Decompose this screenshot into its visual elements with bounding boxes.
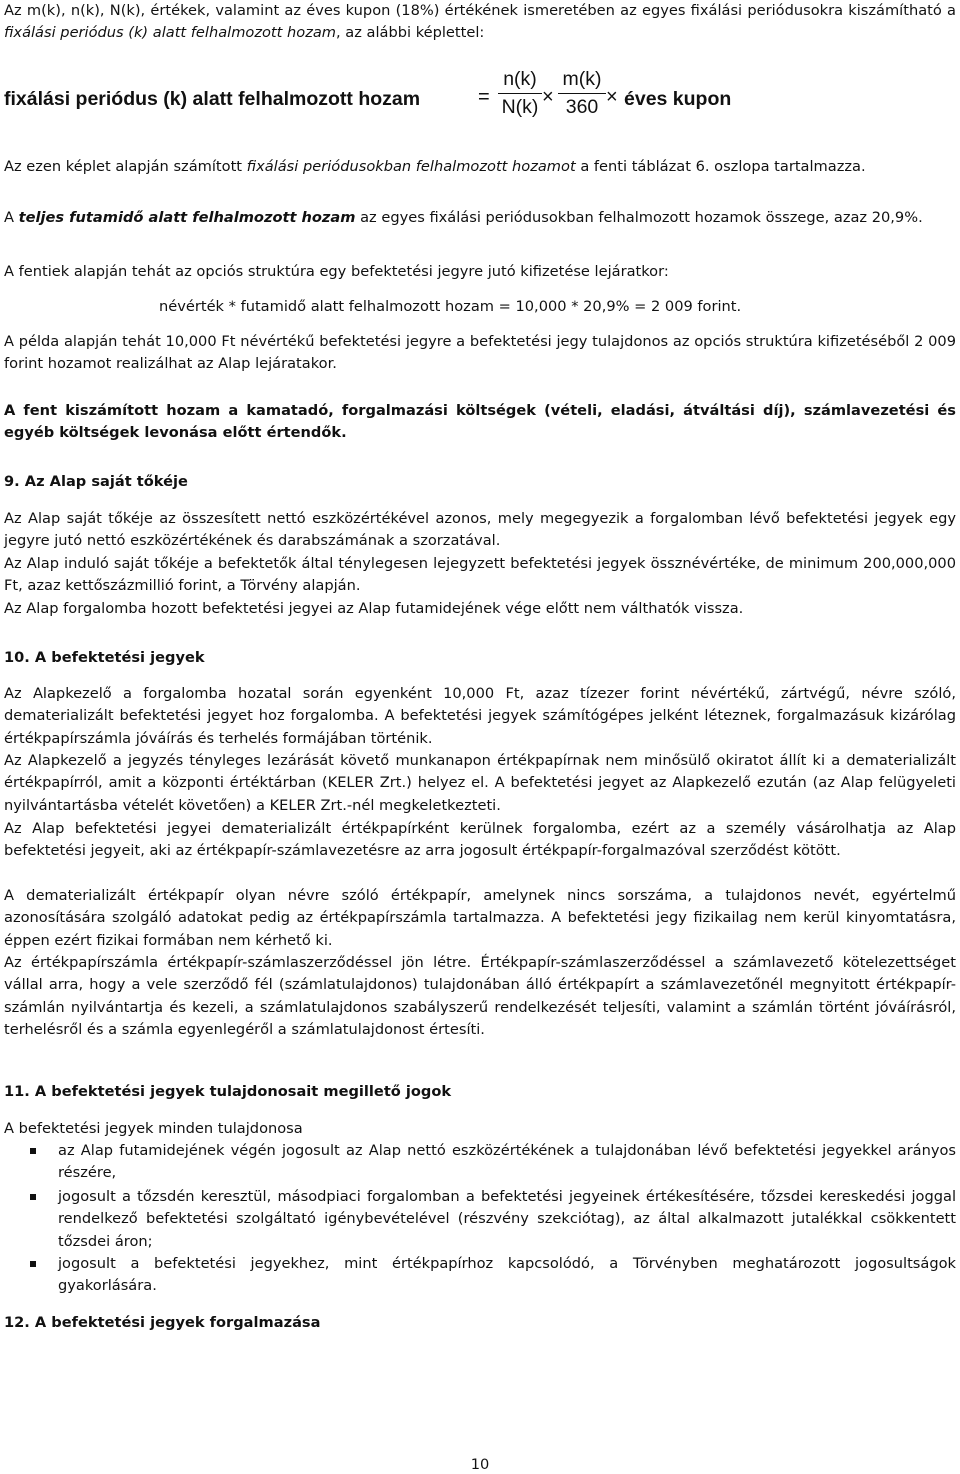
intro-paragraph	[4, 0, 956, 45]
section-10-paragraph-5: Az értékpapírszámla értékpapír-számlaszerződéssel jön létre. Értékpapír-számlaszerződéssel a számlavezető kötelezettséget vállal arra, hogy a vele szerződő fél (számlatulajdonos) tulajdonában álló értékpapírt a számlavezetőnél megnyitott értékpapír-számlán nyilvántartja és kezeli, a számlatulajdonos szabályszerű rendelkezését teljesíti, valamint a számlán történt jóváírásról, terhelésről és a számla egyenlegéről a számlatulajdonost értesíti.	[4, 954, 956, 1039]
section-10-paragraph-4: A dematerializált értékpapír olyan névre szóló értékpapír, amelynek nincs sorszáma, a tulajdonos nevét, egyértelmű azonosítására szolgáló adatokat pedig az értékpapírszámla tartalmazza. A befektetési jegy fizikailag nem kerül kinyomtatásra, éppen ezért fizikai formában nem kérhető ki.	[4, 887, 956, 949]
formula-denominator-360: 360	[565, 96, 599, 118]
total-yield-paragraph	[4, 207, 956, 229]
formula-fraction-m-over-360	[558, 66, 606, 121]
list-item	[4, 1253, 956, 1298]
section-9-paragraph-2: Az Alap induló saját tőkéje a befektetők által ténylegesen lejegyzett befektetési jegyek össznévértéke, de minimum 200,000,000 Ft, azaz kettőszázmillió forint, a Törvény alapján.	[4, 555, 956, 595]
payout-intro: A fentiek alapján tehát az opciós struktúra egy befektetési jegyre jutó kifizetése lejáratkor:	[4, 263, 669, 280]
after-formula-suffix: a fenti táblázat 6. oszlopa tartalmazza.	[575, 158, 866, 175]
intro-suffix-text: , az alábbi képlettel:	[336, 24, 485, 42]
formula-equals: =	[478, 86, 490, 108]
section-10-paragraph-1: Az Alapkezelő a forgalomba hozatal során egyenként 10,000 Ft, azaz tízezer forint névértékű, zártvégű, névre szóló, dematerializált befektetési jegyet hoz forgalomba. A befektetési jegyek számítógépes jelként léteznek, forgalmazásuk kizárólag értékpapírszámla jóváírás és terhelés formájában történik.	[4, 685, 956, 747]
formula-denominator-N: N(k)	[501, 96, 539, 118]
section-11-heading: 11. A befektetési jegyek tulajdonosait megillető jogok	[4, 1083, 452, 1100]
total-yield-prefix: A	[4, 209, 19, 226]
list-item	[4, 1186, 956, 1253]
formula-numerator-m: m(k)	[558, 66, 606, 94]
payout-formula: névérték * futamidő alatt felhalmozott hozam = 10,000 * 20,9% = 2 009 forint.	[159, 298, 742, 315]
list-item-text: az Alap futamidejének végén jogosult az Alap nettó eszközértékének a tulajdonában lévő befektetési jegyekkel arányos részére,	[58, 1142, 956, 1182]
example-paragraph: A példa alapján tehát 10,000 Ft névértékű befektetési jegyre a befektetési jegy tulajdonos az opciós struktúra kifizetéséből 2 009 forint hozamot realizálhat az Alap lejáratakor.	[4, 333, 956, 373]
formula-times-2: ×	[606, 86, 618, 108]
section-9-paragraph-3: Az Alap forgalomba hozott befektetési jegyei az Alap futamidejének vége előtt nem válthatók vissza.	[4, 600, 744, 617]
bullet-square-icon	[30, 1148, 36, 1154]
section-12-heading: 12. A befektetési jegyek forgalmazása	[4, 1314, 321, 1331]
intro-italic-text: fixálási periódus (k) alatt felhalmozott hozam	[4, 24, 337, 42]
list-item	[4, 1140, 956, 1185]
yield-formula	[4, 66, 764, 132]
after-formula-paragraph	[4, 156, 956, 178]
total-yield-emphasis: teljes futamidő alatt felhalmozott hozam	[18, 209, 356, 226]
section-11-intro: A befektetési jegyek minden tulajdonosa	[4, 1120, 303, 1137]
formula-fraction-n-over-N	[498, 66, 542, 121]
formula-label: fixálási periódus (k) alatt felhalmozott hozam	[4, 88, 421, 110]
section-10-paragraph-3: Az Alap befektetési jegyei dematerializált értékpapírként kerülnek forgalomba, ezért az a személy vásárolhatja az Alap befektetési jegyeit, aki az értékpapír-számlavezetésre az arra jogosult értékpapír-forgalmazóval szerződést kötött.	[4, 820, 956, 860]
section-10-paragraph-2: Az Alapkezelő a jegyzés tényleges lezárását követő munkanapon értékpapírnak nem minősülő okiratot állít ki a dematerializált értékpapírról, amit a központi értéktárban (KELER Zrt.) helyez el. A befektetési jegyet az Alapkezelő ezután (az Alap felügyeleti nyilvántartásba vételét követően) a KELER Zrt.-nél megkeletkezteti.	[4, 752, 956, 814]
bold-note: A fent kiszámított hozam a kamatadó, forgalmazási költségek (vételi, eladási, átváltási díj), számlavezetési és egyéb költségek levonása előtt értendők.	[4, 402, 956, 442]
total-yield-suffix: az egyes fixálási periódusokban felhalmozott hozamok összege, azaz 20,9%.	[355, 209, 923, 226]
intro-text: Az m(k), n(k), N(k), értékek, valamint az éves kupon (18%) értékének ismeretében az egyes fixálási periódusokra kiszámítható a	[4, 2, 956, 19]
list-item-text: jogosult a befektetési jegyekhez, mint értékpapírhoz kapcsolódó, a Törvényben meghatározott jogosultságok gyakorlására.	[58, 1255, 956, 1295]
section-10-heading: 10. A befektetési jegyek	[4, 649, 205, 666]
formula-times-1: ×	[542, 86, 554, 108]
formula-tail: éves kupon	[624, 88, 732, 110]
section-9-paragraph-1: Az Alap saját tőkéje az összesített nettó eszközértékével azonos, mely megegyezik a forgalomban lévő befektetési jegyek egy jegyre jutó nettó eszközértékének és darabszámának a szorzatával.	[4, 510, 956, 550]
formula-numerator-n: n(k)	[498, 66, 542, 94]
bullet-square-icon	[30, 1261, 36, 1267]
after-formula-text: Az ezen képlet alapján számított	[4, 158, 247, 175]
section-9-heading: 9. Az Alap saját tőkéje	[4, 473, 188, 490]
list-item-text: jogosult a tőzsdén keresztül, másodpiaci forgalomban a befektetési jegyeinek értékesítésére, tőzsdei kereskedési joggal rendelkező befektetési szolgáltató igénybevételével (részvény szekciótag), az által alkalmazott jutalékkal csökkentett tőzsdei áron;	[58, 1188, 956, 1250]
page-number: 10	[470, 1456, 490, 1473]
bullet-square-icon	[30, 1194, 36, 1200]
after-formula-italic: fixálási periódusokban felhalmozott hozamot	[246, 158, 576, 175]
